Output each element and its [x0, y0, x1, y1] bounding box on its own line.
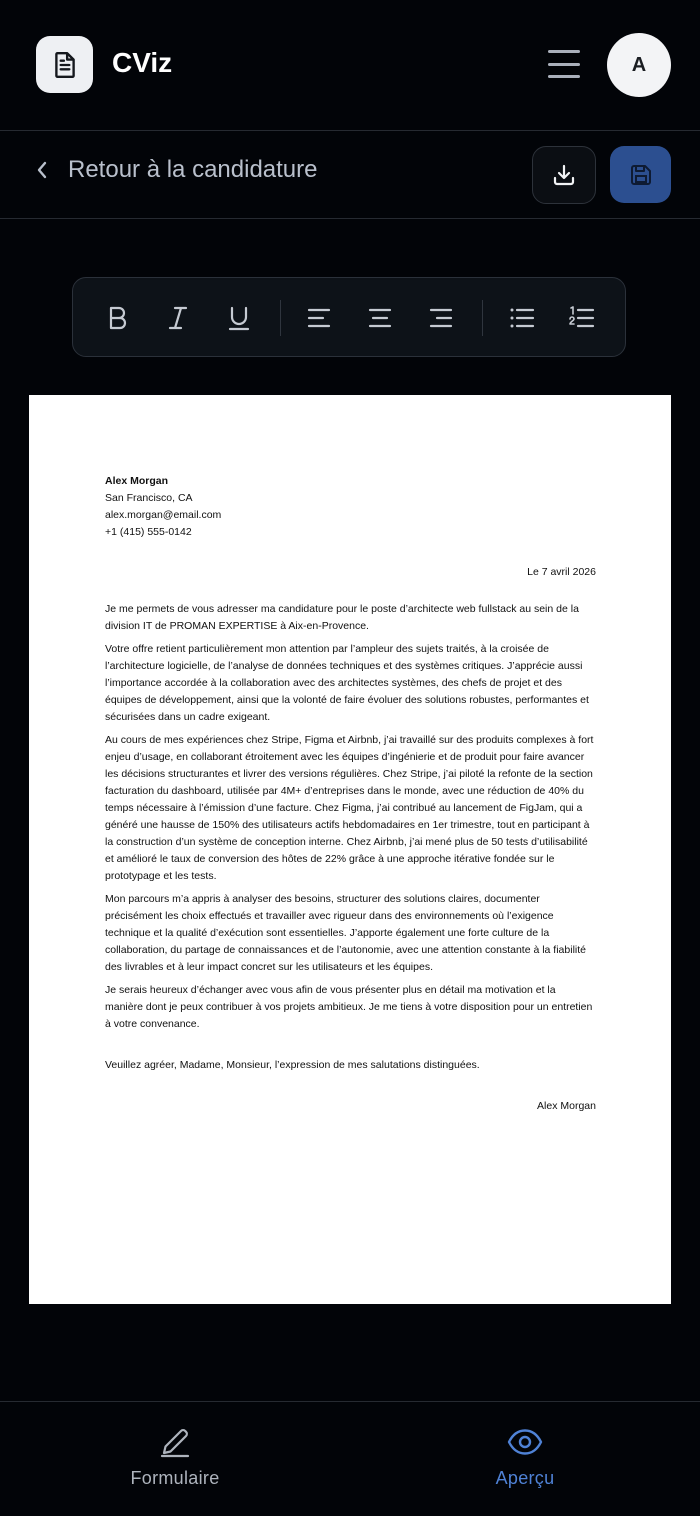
- menu-line: [548, 75, 580, 78]
- underline-button[interactable]: [221, 300, 257, 336]
- pencil-icon: [157, 1424, 193, 1460]
- underline-icon: [226, 304, 252, 332]
- eye-icon: [506, 1424, 544, 1460]
- letter-paragraph: Au cours de mes expériences chez Stripe, Figma et Airbnb, j’ai travaillé sur des produits complexes à fort enjeu d’usage, en collaborant étroitement avec les équipes d’ingénierie et de produit pour faire avancer les décisions structurantes et livrer des versions régulières. Chez Stripe, j’ai piloté la refonte de la section facturation du dashboard, utilisée par 4M+ d’entreprises dans le monde, avec une réduction de 40% du temps nécessaire à l’émission d’une facture. Chez Figma, j’ai contribué au lancement de FigJam, qui a généré une hausse de 150% des utilisateurs actifs hebdomadaires en 1er trimestre, tout en participant à la construction d’un système de conception interne. Chez Airbnb, j’ai mené plus de 50 tests d’utilisabilité et amélioré le taux de conversion des hôtes de 22% grâce à une approche itérative fondée sur le prototypage et les tests.: [105, 734, 594, 882]
- save-icon: [629, 163, 653, 187]
- app-logo[interactable]: [36, 36, 93, 93]
- bullet-list-button[interactable]: [504, 300, 540, 336]
- letter-paragraph: Je me permets de vous adresser ma candidature pour le poste d’architecte web fullstack au sein de la division IT de PROMAN EXPERTISE à Aix-en-Provence.: [105, 603, 579, 632]
- align-right-icon: [428, 306, 454, 330]
- toolbar-divider: [280, 300, 281, 336]
- letter-paragraph: Mon parcours m’a appris à analyser des besoins, structurer des solutions claires, documenter précisément les choix effectués et travailler avec rigueur dans des environnements où l’exigence technique et la qualité d’exécution sont essentielles. J’apporte également une forte culture de la collaboration, du partage de connaissances et de l’autonomie, avec une attention constante à la fiabilité des livrables et à leur impact concret sur les utilisateurs et les équipes.: [105, 893, 586, 973]
- document-icon: [52, 51, 78, 79]
- bullet-list-icon: [508, 306, 536, 330]
- align-left-icon: [306, 306, 332, 330]
- back-to-application-link[interactable]: [34, 156, 318, 184]
- download-button[interactable]: [532, 146, 596, 204]
- sender-name: Alex Morgan: [105, 475, 169, 487]
- tab-preview[interactable]: [435, 1424, 615, 1489]
- download-icon: [552, 163, 576, 187]
- numbered-list-icon: [568, 305, 596, 331]
- letter-paragraph: Je serais heureux d’échanger avec vous afin de vous présenter plus en détail ma motivation et la manière dont je peux contribuer à vos projets ambitieux. Je me tiens à votre disposition pour un entretien à votre convenance.: [105, 984, 593, 1030]
- toolbar-divider: [482, 300, 483, 336]
- tab-preview-label: Aperçu: [495, 1468, 555, 1488]
- align-center-icon: [367, 306, 393, 330]
- text-format-toolbar: [72, 277, 626, 357]
- sender-phone: +1 (415) 555-0142: [105, 526, 192, 538]
- menu-line: [548, 63, 580, 66]
- sender-email: alex.morgan@email.com: [105, 509, 222, 521]
- letter-date: Le 7 avril 2026: [527, 566, 596, 578]
- italic-icon: [165, 304, 191, 332]
- sub-header: [0, 131, 700, 219]
- sender-city: San Francisco, CA: [105, 492, 193, 504]
- letter-preview-page: [29, 395, 671, 1304]
- bold-icon: [105, 304, 131, 332]
- menu-line: [548, 50, 580, 53]
- cover-letter: [105, 473, 596, 1115]
- back-label: Retour à la candidature: [68, 156, 318, 183]
- tab-form-label: Formulaire: [130, 1468, 220, 1488]
- align-left-button[interactable]: [301, 300, 337, 336]
- avatar[interactable]: A: [607, 33, 671, 97]
- save-button[interactable]: [610, 146, 671, 203]
- bottom-navigation: [0, 1401, 700, 1516]
- numbered-list-button[interactable]: [564, 300, 600, 336]
- align-right-button[interactable]: [423, 300, 459, 336]
- letter-signature: Alex Morgan: [537, 1100, 596, 1112]
- hamburger-menu-button[interactable]: [546, 48, 582, 80]
- italic-button[interactable]: [160, 300, 196, 336]
- top-app-bar: [0, 0, 700, 131]
- letter-closing: Veuillez agréer, Madame, Monsieur, l’expression de mes salutations distinguées.: [105, 1059, 480, 1071]
- letter-paragraph: Votre offre retient particulièrement mon attention par l’ampleur des sujets traités, à la croisée de l’architecture logicielle, de l’analyse de données techniques et des systèmes critiques. J’apprécie aussi l’importance accordée à la collaboration avec des architectes systèmes, des chefs de projet et des équipes de développement, ainsi que la volonté de faire évoluer des solutions robustes, performantes et sécurisées dans un cadre exigeant.: [105, 643, 589, 723]
- align-center-button[interactable]: [362, 300, 398, 336]
- chevron-left-icon: [34, 159, 50, 181]
- tab-form[interactable]: [85, 1424, 265, 1489]
- app-title: CViz: [112, 47, 173, 78]
- bold-button[interactable]: [100, 300, 136, 336]
